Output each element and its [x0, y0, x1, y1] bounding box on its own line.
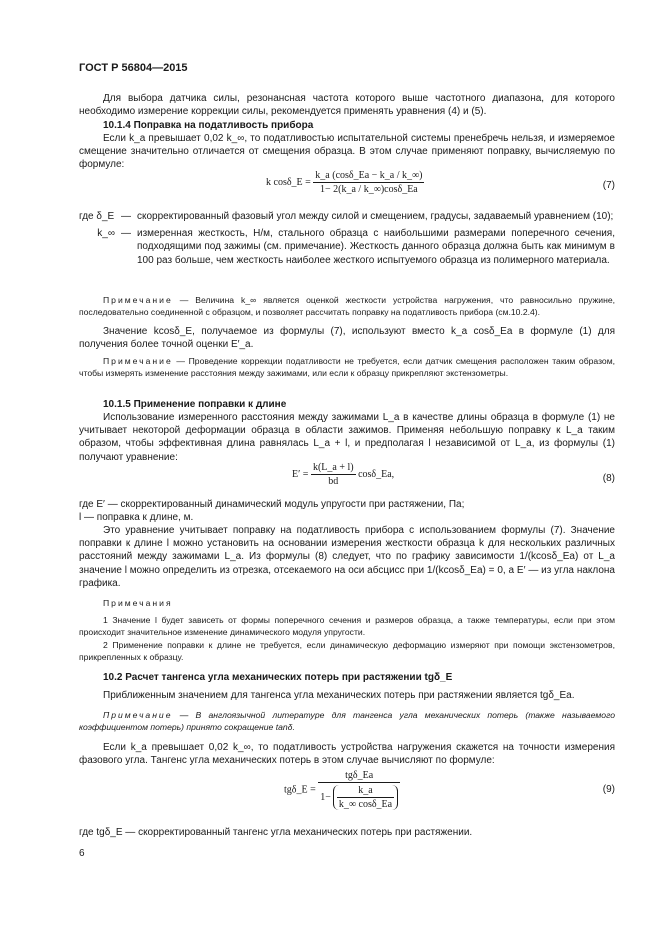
definition-row: где δ_E — скорректированный фазовый угол между силой и смещением, градусы, задаваемый уравнением (10);: [79, 211, 614, 222]
definition-text: измеренная жесткость, Н/м, стального образца с наибольшими размерами поперечного сечения, подходящими под зажимы (см. примечание). Жесткость данного образца должна быть как минимум в 100 раз больше, чем жесткость наиболее жесткого испытуемого образца из полимерного материала.: [137, 228, 615, 266]
formula-8-lhs: E′ =: [292, 468, 309, 480]
section-heading-10-1-4: 10.1.4 Поправка на податливость прибора: [103, 120, 314, 131]
formula-9-lhs: tgδ_E =: [284, 784, 316, 796]
definition-text: скорректированный фазовый угол между силой и смещением, градусы, задаваемый уравнением (10);: [137, 211, 614, 222]
paragraph-corrected-tg: где tgδ_E — скорректированный тангенс угла механических потерь при растяжении.: [79, 827, 473, 838]
definition-symbol: k_∞: [97, 228, 115, 240]
equation-number-8: (8): [602, 473, 615, 484]
formula-7-lhs: k cosδ_E =: [266, 176, 311, 188]
formula-7-numerator: k_a (cosδ_Ea − k_a / k_∞): [315, 170, 423, 181]
formula-8-numerator: k(L_a + l): [312, 462, 354, 473]
section-heading-10-2: 10.2 Расчет тангенса угла механических потерь при растяжении tgδ_E: [103, 672, 453, 683]
formula-9-inner-denominator: k_∞ cosδ_Ea: [338, 799, 393, 810]
section-heading-10-1-5: 10.1.5 Применение поправки к длине: [103, 399, 287, 410]
equation-number-7: (7): [602, 180, 615, 191]
definitions-eq7: [79, 210, 615, 267]
formula-9-numerator: tgδ_Ea: [318, 770, 400, 783]
paragraph-phase-angle: Если k_a превышает 0,02 k_∞, то податливость устройства нагружения скажется на точности измерения фазового угла. Тангенс угла механических потерь в этом случае вычисляют по формуле:: [79, 742, 615, 767]
formula-8: [292, 462, 394, 487]
paragraph-force-sensor: Для выбора датчика силы, резонансная частота которого выше частотного диапазона, для которого необходимо измерение коррекции силы, рекомендуется применять уравнения (4) и (5).: [79, 93, 615, 118]
paragraph-kcos: Значение kcosδ_E, получаемое из формулы (7), используют вместо k_a cosδ_Ea в формуле (1) для получения более точной оценки E′_a.: [79, 326, 615, 351]
definition-row: k_∞ — измеренная жесткость, Н/м, стального образца с наибольшими размерами поперечного сечения, подходящими под зажимы (см. примечание). Жесткость данного образца должна быть как минимум в 100 раз больше, чем жесткость наиболее жесткого испытуемого образца из полимерного материала.: [79, 227, 615, 267]
formula-7-denominator: 1− 2(k_a / k_∞)cosδ_Ea: [320, 184, 418, 195]
paragraph-length-correction: Использование измеренного расстояния между зажимами L_a в качестве длины образца в формуле (1) не учитывает некоторой деформации образца в области зажимов. Применяя небольшую поправку к L_a таким образом, чтобы эффективная длина равнялась L_a + l, и предполагая l независимой от L_a, из формулы (1) получают уравнение:: [79, 412, 615, 463]
formula-9-inner-numerator: k_a: [337, 785, 394, 798]
formula-8-tail: cosδ_Ea,: [358, 468, 395, 480]
formula-9-denominator-prefix: 1−: [320, 792, 331, 803]
document-header: ГОСТ Р 56804—2015: [79, 62, 188, 74]
note-2: Примечание — Проведение коррекции податливости не требуется, если датчик смещения расположен таким образом, чтобы измерять изменение расстояния между зажимами, или если к образцу прикрепляют экстензометры.: [79, 356, 616, 378]
paragraph-approx-tg: Приближенным значением для тангенса угла механических потерь при растяжении является tgδ_Ea.: [103, 690, 575, 701]
note-1: Примечание — Величина k_∞ является оценкой жесткости устройства нагружения, что равносильно пружине, последовательно соединенной с образцом, и позволяет рассчитать поправку на податливость прибора (см.10.2.4).: [79, 295, 615, 317]
formula-7: [266, 170, 424, 195]
definition-symbol: где δ_E: [79, 211, 115, 222]
formula-8-denominator: bd: [328, 476, 339, 487]
definition-l: l — поправка к длине, м.: [79, 512, 194, 523]
formula-9: [284, 770, 400, 810]
note-3-item-2: 2 Применение поправки к длине не требуется, если динамическую деформацию измеряют при помощи экстензометров, прикрепленных к образцу.: [79, 640, 615, 662]
paragraph-compliance: Если k_a превышает 0,02 k_∞, то податливостью испытательной системы пренебречь нельзя, и измеряемое смещение значительно отличается от смещения образца. В этом случае применяют поправку, вычисляемую по формуле:: [79, 133, 615, 171]
paragraph-compliance-usage: Это уравнение учитывает поправку на податливость прибора с использованием формулы (7). Значение поправки к длине l можно установить на основании измерения жесткости образца k для нескольких различных расстояний между зажимами L_a. Из формулы (8) следует, что по графику зависимости 1/(kcosδ_Ea) от L_a значение l можно определить из отрезка, отсекаемого на оси абсцисс при 1/(kcosδ_Ea) = 0, а E′ — из угла наклона графика.: [79, 525, 615, 589]
equation-number-9: (9): [602, 784, 615, 795]
notes-label: Примечания: [103, 598, 173, 608]
note-4: Примечание — В англоязычной литературе для тангенса угла механических потерь (также называемого коэффициентом потерь) принято сокращение tanδ.: [79, 710, 615, 732]
definition-eprime: где E′ — скорректированный динамический модуль упругости при растяжении, Па;: [79, 499, 465, 510]
note-3-item-1: 1 Значение l будет зависеть от формы поперечного сечения и размеров образца, а также температуры, если при этом происходит значительное изменение динамического модуля упругости.: [79, 615, 615, 637]
page-number: 6: [79, 848, 85, 859]
